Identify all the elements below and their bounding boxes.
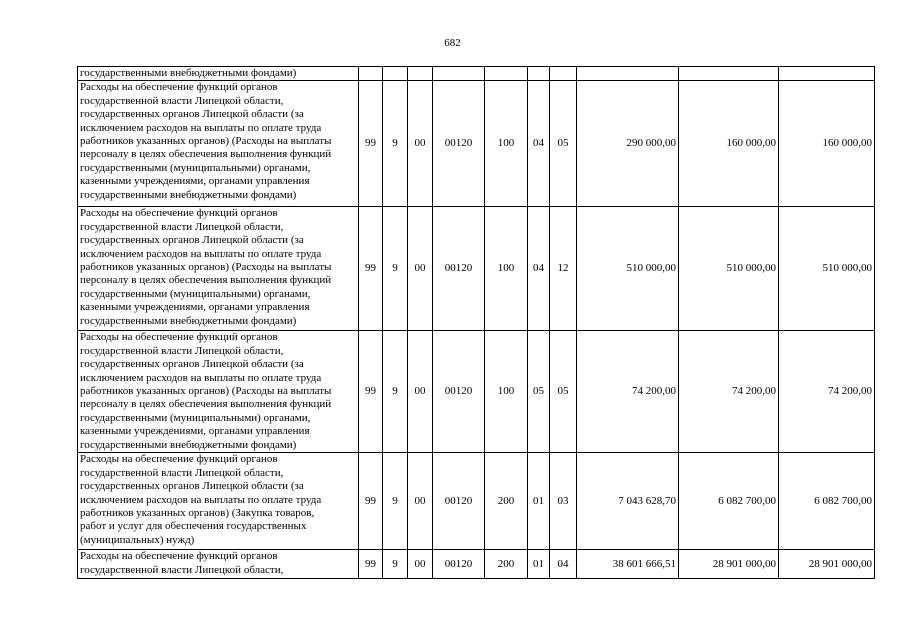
code-cell: 01 — [528, 453, 550, 550]
amount-cell: 28 901 000,00 — [779, 550, 875, 579]
description-cell: Расходы на обеспечение функций органов государственной власти Липецкой области, государственных органов Липецкой области (за исключением расходов на выплаты по оплате труда работников указанных органов) (Расходы на выплаты персоналу в целях обеспечения выполнения функций государственными (муниципальными) органами, казенными учреждениями, органами управления государственными внебюджетными фондами) — [78, 81, 359, 207]
code-cell: 00120 — [433, 550, 485, 579]
code-cell: 100 — [485, 331, 528, 453]
amount-cell — [679, 67, 779, 81]
code-cell: 100 — [485, 207, 528, 331]
amount-cell: 38 601 666,51 — [577, 550, 679, 579]
code-cell: 00120 — [433, 453, 485, 550]
amount-cell: 510 000,00 — [679, 207, 779, 331]
code-cell: 99 — [359, 453, 383, 550]
code-cell: 99 — [359, 331, 383, 453]
code-cell: 12 — [550, 207, 577, 331]
code-cell: 00 — [408, 453, 433, 550]
code-cell: 01 — [528, 550, 550, 579]
amount-cell: 74 200,00 — [577, 331, 679, 453]
amount-cell: 74 200,00 — [679, 331, 779, 453]
table-row — [78, 81, 875, 207]
code-cell: 99 — [359, 207, 383, 331]
code-cell: 9 — [383, 81, 408, 207]
amount-cell: 7 043 628,70 — [577, 453, 679, 550]
code-cell: 00 — [408, 207, 433, 331]
budget-table — [77, 66, 875, 579]
amount-cell — [577, 67, 679, 81]
amount-cell: 160 000,00 — [679, 81, 779, 207]
amount-cell: 6 082 700,00 — [779, 453, 875, 550]
code-cell: 100 — [485, 81, 528, 207]
code-cell: 00120 — [433, 207, 485, 331]
code-cell — [485, 67, 528, 81]
page-number: 682 — [444, 37, 461, 49]
code-cell: 99 — [359, 550, 383, 579]
code-cell — [550, 67, 577, 81]
code-cell: 00 — [408, 81, 433, 207]
code-cell — [408, 67, 433, 81]
code-cell: 04 — [528, 207, 550, 331]
code-cell: 9 — [383, 453, 408, 550]
code-cell: 00 — [408, 550, 433, 579]
code-cell: 04 — [550, 550, 577, 579]
code-cell — [359, 67, 383, 81]
code-cell: 00 — [408, 331, 433, 453]
code-cell: 05 — [550, 81, 577, 207]
code-cell: 00120 — [433, 81, 485, 207]
amount-cell: 160 000,00 — [779, 81, 875, 207]
code-cell: 04 — [528, 81, 550, 207]
amount-cell: 510 000,00 — [779, 207, 875, 331]
table-row — [78, 453, 875, 550]
amount-cell: 28 901 000,00 — [679, 550, 779, 579]
code-cell: 9 — [383, 550, 408, 579]
code-cell: 9 — [383, 207, 408, 331]
table-row — [78, 207, 875, 331]
code-cell: 200 — [485, 453, 528, 550]
amount-cell — [779, 67, 875, 81]
description-cell: Расходы на обеспечение функций органов государственной власти Липецкой области, — [78, 550, 359, 579]
code-cell: 200 — [485, 550, 528, 579]
code-cell: 00120 — [433, 331, 485, 453]
code-cell — [528, 67, 550, 81]
code-cell — [433, 67, 485, 81]
table-row — [78, 550, 875, 579]
description-cell: Расходы на обеспечение функций органов государственной власти Липецкой области, государственных органов Липецкой области (за исключением расходов на выплаты по оплате труда работников указанных органов) (Расходы на выплаты персоналу в целях обеспечения выполнения функций государственными (муниципальными) органами, казенными учреждениями, органами управления государственными внебюджетными фондами) — [78, 207, 359, 331]
code-cell: 9 — [383, 331, 408, 453]
code-cell: 03 — [550, 453, 577, 550]
description-cell: Расходы на обеспечение функций органов государственной власти Липецкой области, государственных органов Липецкой области (за исключением расходов на выплаты по оплате труда работников указанных органов) (Закупка товаров, работ и услуг для обеспечения государственных (муниципальных) нужд) — [78, 453, 359, 550]
table-row — [78, 331, 875, 453]
code-cell: 05 — [528, 331, 550, 453]
description-cell: государственными внебюджетными фондами) — [78, 67, 359, 81]
description-cell: Расходы на обеспечение функций органов государственной власти Липецкой области, государственных органов Липецкой области (за исключением расходов на выплаты по оплате труда работников указанных органов) (Расходы на выплаты персоналу в целях обеспечения выполнения функций государственными (муниципальными) органами, казенными учреждениями, органами управления государственными внебюджетными фондами) — [78, 331, 359, 453]
code-cell: 05 — [550, 331, 577, 453]
code-cell — [383, 67, 408, 81]
amount-cell: 74 200,00 — [779, 331, 875, 453]
table-row — [78, 67, 875, 81]
code-cell: 99 — [359, 81, 383, 207]
amount-cell: 510 000,00 — [577, 207, 679, 331]
amount-cell: 6 082 700,00 — [679, 453, 779, 550]
amount-cell: 290 000,00 — [577, 81, 679, 207]
